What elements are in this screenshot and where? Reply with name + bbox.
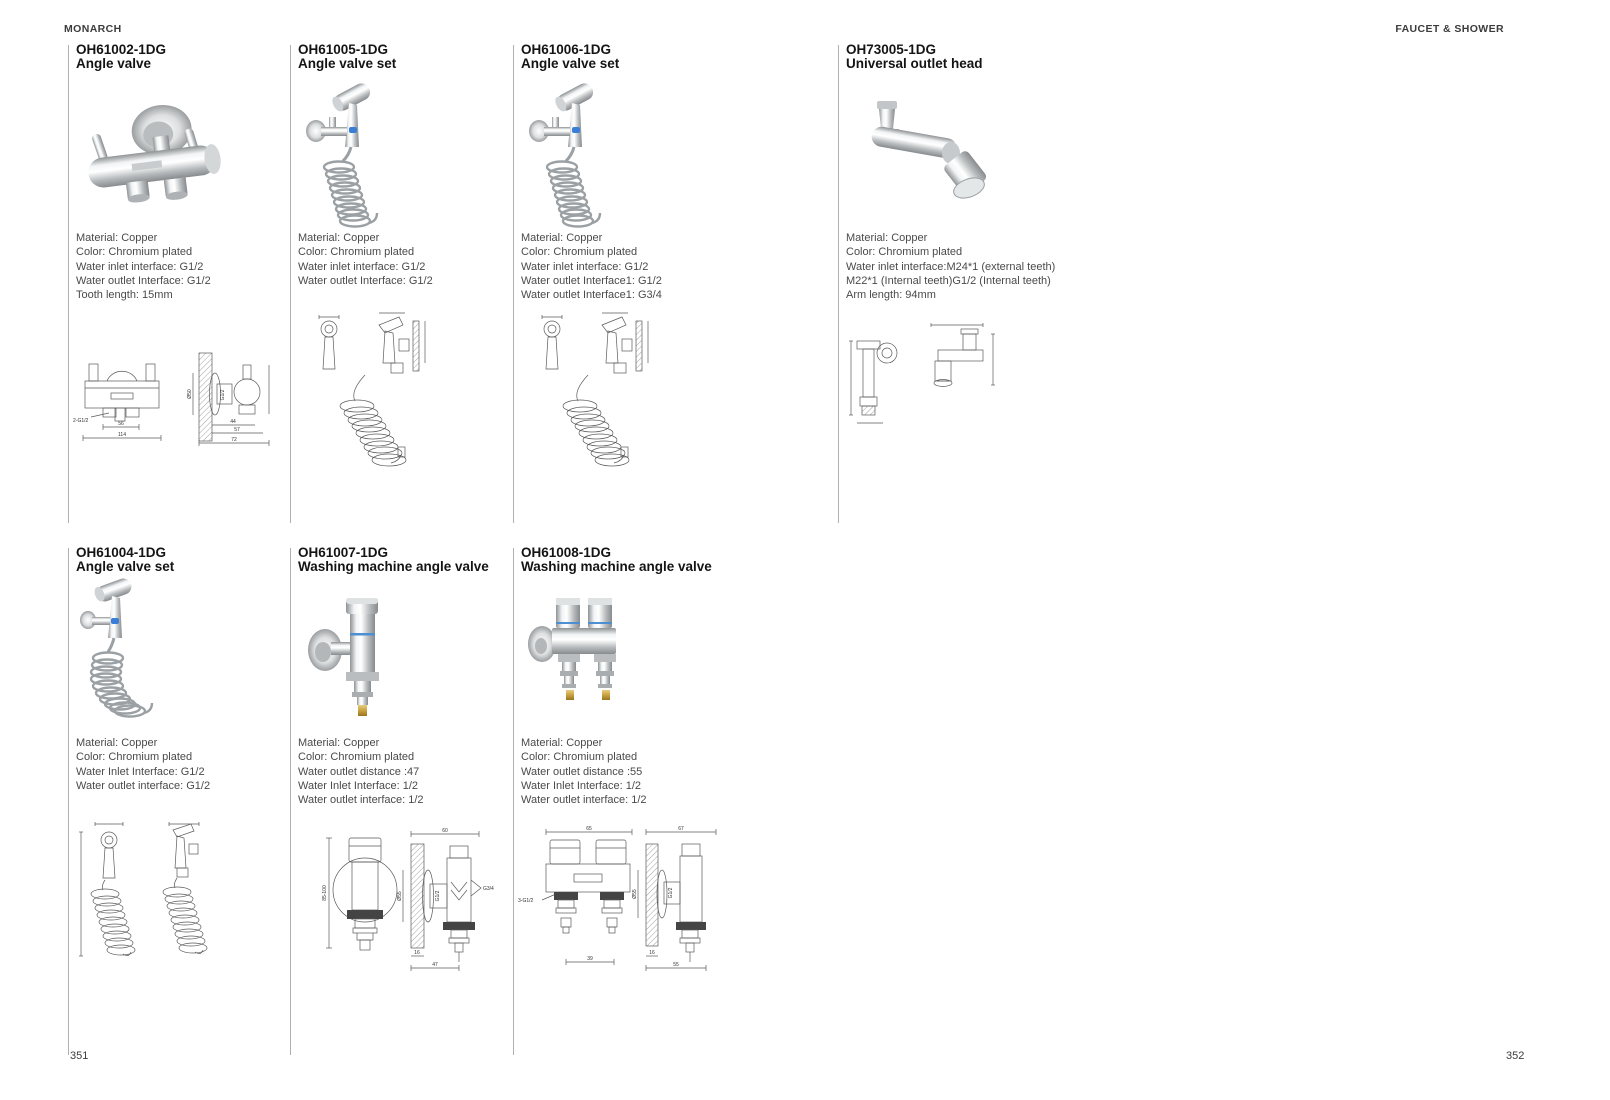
product-photo	[847, 89, 997, 209]
spec-line: Water Inlet Interface: 1/2	[298, 779, 419, 792]
dim-label: G1/2	[435, 890, 441, 902]
dim-label: 3-G1/2	[518, 898, 534, 904]
product-name: Angle valve set	[521, 56, 620, 71]
dim-label: 67	[678, 826, 684, 832]
spec-line: Color: Chromium plated	[76, 751, 193, 764]
front-view	[542, 829, 632, 965]
product-specs	[521, 231, 662, 302]
spec-line: Color: Chromium plated	[76, 246, 193, 259]
product-title	[521, 43, 619, 71]
sprayer-set-drawing-svg	[73, 816, 238, 1001]
page-number-left: 351	[70, 1050, 89, 1062]
dim-label: 114	[118, 432, 126, 438]
sprayer-button	[572, 127, 580, 133]
front-view	[326, 838, 397, 950]
dim-label: 2-G1/2	[73, 418, 89, 424]
product-title	[521, 546, 712, 574]
product-card-oh61007	[290, 545, 513, 1055]
dim-label: G1/2	[668, 887, 674, 899]
spec-line: M22*1 (Internal teeth)G1/2 (Internal teeth)	[846, 274, 1051, 287]
product-title	[298, 43, 396, 71]
outlet-head-drawing-svg	[843, 323, 1003, 441]
spec-line: Water inlet interface: G1/2	[298, 260, 426, 273]
sprayer-set-drawing-svg	[518, 311, 698, 479]
dim-label: G1/2	[220, 389, 226, 401]
product-specs	[298, 231, 433, 288]
product-card-oh73005	[838, 42, 1169, 523]
spec-line: Color: Chromium plated	[298, 246, 415, 259]
double-washing-valve-photo-svg	[522, 586, 642, 726]
brass-tip-2	[602, 690, 610, 700]
hose-neck	[343, 147, 351, 161]
product-photo	[299, 586, 409, 726]
product-code: OH61007-1DG	[298, 545, 389, 560]
angle-valve-body	[81, 99, 225, 210]
spec-line: Water inlet interface: G1/2	[521, 260, 649, 273]
product-specs	[521, 736, 647, 807]
spec-line: Water outlet Interface: G1/2	[298, 274, 433, 287]
product-specs	[846, 231, 1055, 302]
technical-drawing	[843, 323, 1003, 441]
technical-drawing	[516, 822, 731, 977]
product-card-oh61005	[290, 42, 513, 523]
product-title	[76, 43, 166, 71]
product-title	[298, 546, 489, 574]
dim-label: Ø50	[187, 389, 193, 399]
sprayer-set-photo-svg	[74, 576, 189, 726]
spec-line: Material: Copper	[521, 737, 603, 749]
left-view	[849, 341, 897, 423]
washing-valve-photo-svg	[299, 586, 409, 726]
product-code: OH61008-1DG	[521, 545, 612, 560]
coil-hose	[547, 162, 600, 227]
product-specs	[298, 736, 424, 807]
technical-drawing	[518, 311, 698, 479]
front-view	[83, 364, 161, 441]
product-name: Universal outlet head	[846, 56, 983, 71]
dim-label: 65	[586, 826, 592, 832]
technical-drawing	[295, 311, 475, 479]
dim-label: 56	[118, 421, 124, 427]
inlet-collar	[877, 101, 897, 109]
dim-label: G3/4	[483, 886, 494, 892]
dim-label: 85-100	[322, 885, 328, 901]
dim-label: Ø55	[632, 889, 638, 899]
dim-label: 39	[587, 956, 593, 962]
product-card-oh61002	[68, 42, 290, 523]
blue-stripe	[350, 633, 375, 636]
coil-hose-drawing	[563, 375, 629, 466]
spec-line: Water outlet interface: 1/2	[298, 794, 424, 807]
holder-arm	[92, 617, 110, 625]
product-code: OH73005-1DG	[846, 42, 937, 57]
blue-stripe	[556, 622, 580, 624]
dim-label: 55	[673, 962, 679, 968]
spec-line: Color: Chromium plated	[521, 751, 638, 764]
inlet-connector	[879, 109, 895, 129]
coil-hose	[324, 162, 377, 227]
left-sprayer-coil	[79, 822, 135, 956]
section-label: FAUCET & SHOWER	[1395, 23, 1504, 35]
sprayer-button	[349, 127, 357, 133]
dim-label: 57	[234, 427, 240, 433]
technical-drawing	[73, 816, 238, 1001]
spec-line: Tooth length: 15mm	[76, 289, 173, 302]
sprayer-handle	[345, 103, 359, 147]
product-card-oh61004	[68, 545, 290, 1055]
spec-line: Material: Copper	[521, 232, 603, 244]
sprayer-views	[542, 313, 648, 373]
sprayer-views	[319, 313, 425, 373]
angle-valve-drawing-svg	[69, 337, 279, 459]
product-photo	[299, 81, 409, 231]
dim-label: 44	[230, 419, 236, 425]
product-title	[76, 546, 174, 574]
spec-line: Color: Chromium plated	[521, 246, 638, 259]
side-view	[931, 323, 995, 387]
product-name: Angle valve set	[298, 56, 397, 71]
spec-line: Material: Copper	[298, 232, 380, 244]
product-code: OH61005-1DG	[298, 42, 389, 57]
side-view	[193, 353, 269, 446]
sprayer-button	[111, 618, 119, 624]
spec-line: Water outlet Interface1: G3/4	[521, 289, 662, 302]
product-name: Washing machine angle valve	[521, 559, 712, 574]
dim-label: 16	[649, 950, 655, 956]
product-photo	[74, 576, 189, 726]
brass-tip-1	[566, 690, 574, 700]
spec-line: Color: Chromium plated	[298, 751, 415, 764]
product-card-oh61008	[513, 545, 844, 1055]
spec-line: Water inlet interface: G1/2	[76, 260, 204, 273]
sprayer-handle	[568, 103, 582, 147]
spec-line: Water Inlet Interface: G1/2	[76, 765, 205, 778]
spec-line: Water Inlet Interface: 1/2	[521, 779, 642, 792]
product-specs	[76, 736, 210, 793]
sprayer-handle	[108, 596, 122, 638]
spec-line: Material: Copper	[76, 232, 158, 244]
spec-line: Water outlet distance :55	[521, 765, 643, 778]
sprayer-set-photo-svg	[299, 81, 409, 231]
dim-label: Ø55	[397, 891, 403, 901]
sprayer-set-drawing-svg	[295, 311, 475, 479]
spec-line: Water inlet interface:M24*1 (external teeth)	[846, 260, 1056, 273]
hose-neck	[108, 638, 114, 652]
brass-tip	[358, 705, 367, 716]
dim-label: 72	[231, 437, 237, 443]
washing-valve-drawing-svg	[293, 822, 498, 977]
angle-valve-photo-svg	[74, 91, 239, 226]
product-name: Angle valve set	[76, 559, 175, 574]
right-sprayer-coil	[163, 822, 207, 954]
spec-line: Water outlet Interface: G1/2	[76, 274, 211, 287]
valve-body	[552, 628, 616, 654]
outlet-head-photo-svg	[847, 89, 997, 209]
product-photo	[74, 91, 239, 226]
product-card-oh61006	[513, 42, 838, 523]
technical-drawing	[293, 822, 498, 977]
product-name: Washing machine angle valve	[298, 559, 489, 574]
spec-line: Arm length: 94mm	[846, 289, 936, 302]
coil-hose-drawing	[340, 375, 406, 466]
product-code: OH61006-1DG	[521, 42, 612, 57]
coil-hose	[91, 653, 152, 717]
brand-label: MONARCH	[64, 23, 122, 35]
dim-label: 47	[432, 962, 438, 968]
product-photo	[522, 586, 642, 726]
spec-line: Material: Copper	[846, 232, 928, 244]
product-code: OH61002-1DG	[76, 42, 167, 57]
sprayer-set-photo-svg	[522, 81, 632, 231]
spec-line: Color: Chromium plated	[846, 246, 963, 259]
spec-line: Water outlet interface: G1/2	[76, 779, 211, 792]
spec-line: Material: Copper	[76, 737, 158, 749]
product-name: Angle valve	[76, 56, 152, 71]
dim-label: 60	[442, 828, 448, 834]
holder-arm	[321, 127, 347, 136]
product-photo	[522, 81, 632, 231]
product-code: OH61004-1DG	[76, 545, 167, 560]
collar	[346, 672, 379, 681]
technical-drawing	[69, 337, 279, 459]
blue-stripe	[588, 622, 612, 624]
spec-line: Water outlet interface: 1/2	[521, 794, 647, 807]
dim-label: 16	[414, 950, 420, 956]
valve-body	[350, 614, 375, 672]
page-number-right: 352	[1506, 1050, 1525, 1062]
spec-line: Material: Copper	[298, 737, 380, 749]
holder-arm	[544, 127, 570, 136]
product-title	[846, 43, 983, 71]
hose-neck	[566, 147, 574, 161]
product-specs	[76, 231, 211, 302]
quick-connect	[357, 697, 368, 705]
double-washing-valve-drawing-svg	[516, 822, 731, 977]
spec-line: Water outlet distance :47	[298, 765, 420, 778]
spec-line: Water outlet Interface1: G1/2	[521, 274, 662, 287]
